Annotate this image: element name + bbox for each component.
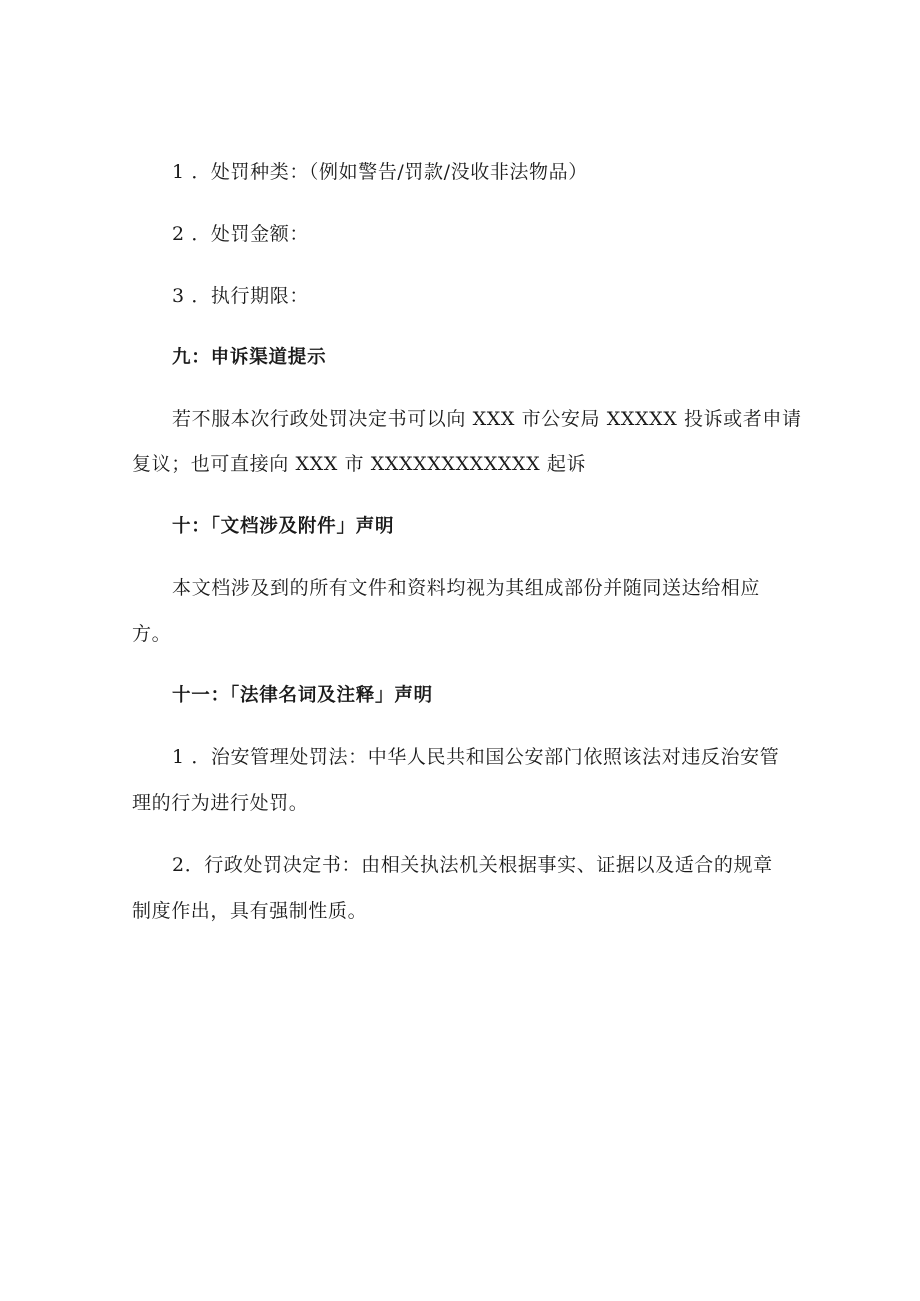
section-11-item-1-line-2: 理的行为进行处罚。 — [132, 792, 309, 814]
section-10-body-line-1: 本文档涉及到的所有文件和资料均视为其组成部份并随同送达给相应 — [172, 577, 761, 599]
section-11-item-2-line-2: 制度作出，具有强制性质。 — [132, 900, 368, 922]
section-9-body-line-1: 若不服本次行政处罚决定书可以向 XXX 市公安局 XXXXX 投诉或者申请 — [172, 408, 802, 430]
section-9-body-line-2: 复议；也可直接向 XXX 市 XXXXXXXXXXXX 起诉 — [132, 453, 587, 475]
section-11-heading: 十一：「法律名词及注释」声明 — [172, 685, 433, 706]
section-9-heading: 九：申诉渠道提示 — [172, 347, 327, 368]
section-10-heading: 十：「文档涉及附件」声明 — [172, 516, 395, 537]
penalty-amount-item: 2 ．处罚金额： — [172, 223, 309, 245]
section-10-body-line-2: 方。 — [132, 623, 172, 645]
section-11-item-1-line-1: 1 ．治安管理处罚法：中华人民共和国公安部门依照该法对违反治安管 — [172, 746, 780, 768]
execution-deadline-item: 3 ．执行期限： — [172, 285, 309, 307]
section-11-item-2-line-1: 2．行政处罚决定书：由相关执法机关根据事实、证据以及适合的规章 — [172, 854, 773, 876]
penalty-type-item: 1 ．处罚种类：（例如警告/罚款/没收非法物品） — [172, 161, 588, 183]
